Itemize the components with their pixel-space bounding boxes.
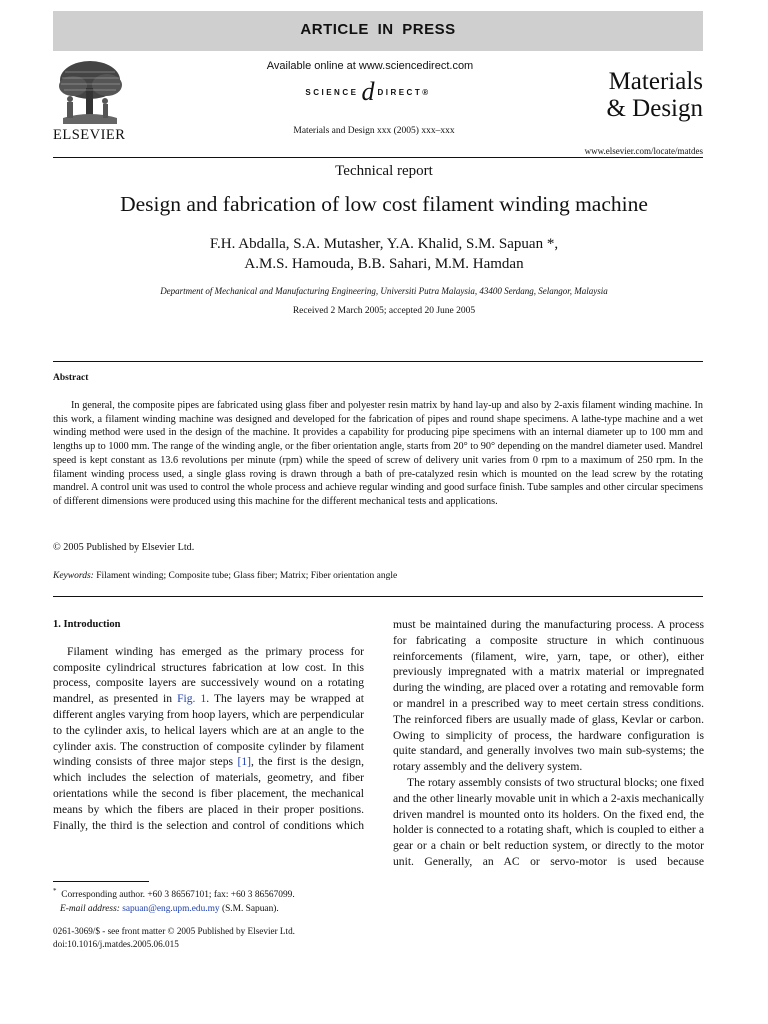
- intro-text-a: Filament winding has emerged as the primary process for composite cylindrical structures fabrication at low cost. In this process, composite layers are successively wound on a rotating mandrel, as presented in: [53, 644, 364, 706]
- author-list: [134, 234, 634, 274]
- abstract-body: In general, the composite pipes are fabricated using glass fiber and polyester resin matrix by hand lay-up and also by 2-axis filament winding machine. In this work, a filament winding machine was designed and developed for the fabrication of pipes and round shape specimens. A lathe-type machine and a wet winding method were used in the design of the machine. It provides a capability for producing pipe specimens with an internal diameter up to 100 mm and lengths up to 1000 mm. The range of the winding angle, or the fiber orientation angle, starts from 20° to 90° depending on the mandrel diameter used. Mandrel speed is kept constant as 13.6 revolutions per minute (rpm) while the speed of screw of delivery unit varies from 0 rpm to a maximum of 250 rpm. In the filament winding process used, a single glass roving is drawn through a bath of pre-catalyzed resin which is mounted on the lead screw by the rotating mandrel. A control unit was used to control the whole process and achieve regular winding and good surface finish. Tube samples and other circular specimens of different dimensions were produced using this machine for the different mechanical tests and applications.: [53, 400, 703, 507]
- abstract-copyright: © 2005 Published by Elsevier Ltd.: [53, 542, 195, 553]
- available-online-text: Available online at www.sciencedirect.com: [266, 60, 474, 72]
- header-divider: [53, 157, 703, 158]
- authors-line-2: A.M.S. Hamouda, B.B. Sahari, M.M. Hamdan: [244, 256, 524, 272]
- sd-mark-icon: d: [361, 77, 375, 106]
- figure-link[interactable]: Fig. 1: [177, 692, 207, 706]
- intro-text-b: . The layers may be wrapped at different angles varying from hoop layers, which are perpendicular to the cylinder axis, to helical layers which are at an angle to the cylinder axis. The construction of composite cylinder by filament winding consists of three major steps: [53, 692, 364, 769]
- email-link[interactable]: sapuan@eng.upm.edu.my: [122, 904, 220, 915]
- right-column: [393, 617, 704, 870]
- keywords: [53, 571, 397, 581]
- journal-title-line-1: Materials: [608, 68, 703, 95]
- left-column: [53, 617, 364, 833]
- corresponding-author-note: [53, 884, 373, 902]
- keywords-text: Filament winding; Composite tube; Glass fiber; Matrix; Fiber orientation angle: [96, 571, 398, 581]
- authors-line-1: F.H. Abdalla, S.A. Mutasher, Y.A. Khalid, S.M. Sapuan *,: [209, 236, 559, 252]
- reference-link[interactable]: [1]: [237, 755, 251, 769]
- doi-line[interactable]: doi:10.1016/j.matdes.2005.06.015: [53, 939, 179, 949]
- journal-url[interactable]: www.elsevier.com/locate/matdes: [584, 146, 703, 156]
- footnote: [53, 884, 373, 916]
- abstract-top-divider: [53, 361, 703, 362]
- sciencedirect-logo: [268, 79, 468, 105]
- section-heading-introduction: 1. Introduction: [53, 619, 121, 630]
- front-matter: [53, 925, 295, 951]
- elsevier-tree-icon: [53, 58, 127, 126]
- issn-line: 0261-3069/$ - see front matter © 2005 Published by Elsevier Ltd.: [53, 926, 295, 936]
- journal-citation-line: Materials and Design xxx (2005) xxx–xxx: [293, 126, 455, 136]
- email-owner: (S.M. Sapuan).: [221, 904, 279, 915]
- footnote-divider: [53, 881, 149, 882]
- publisher-name: ELSEVIER: [53, 127, 126, 143]
- intro-paragraph-2: must be maintained during the manufacturing process. A process for fabricating a composite structure in which continuous reinforcements (filament, wire, yarn, tape, or other), either previously impregnated with a matrix material or impregnated during the winding, are placed over a rotating and removable form or mandrel in a prescribed way to meet certain stress conditions. The reinforced fibers are usually made of glass, Kevlar or carbon. Owing to simplicity of process, the hardware configuration is quite standard, and generally involves two main sub-systems; the rotary assembly and the delivery system.: [393, 618, 704, 774]
- keywords-label: Keywords:: [53, 571, 94, 581]
- received-dates: Received 2 March 2005; accepted 20 June 2005: [292, 306, 476, 316]
- keywords-divider: [53, 596, 703, 597]
- abstract-heading: Abstract: [53, 373, 89, 383]
- report-type: Technical report: [335, 163, 433, 179]
- journal-title-line-2: & Design: [606, 95, 703, 122]
- article-in-press-banner: ARTICLE IN PRESS: [53, 11, 703, 51]
- email-label: E-mail address:: [60, 904, 120, 915]
- sd-left: SCIENCE: [305, 87, 359, 97]
- intro-paragraph-1: [53, 644, 364, 834]
- affiliation: Department of Mechanical and Manufacturing Engineering, Universiti Putra Malaysia, 43400 Serdang, Selangor, Malaysia: [160, 286, 608, 296]
- intro-text-c: , the first is the design, which includes the selection of materials, geometry, and fiber orientations while the second is fiber placement, the mechanical means by which the fibers are placed in their proper positions. Finally, the third is the selection and control of conditions which: [53, 755, 365, 832]
- email-line: [53, 902, 373, 916]
- sd-right: DIRECT®: [377, 87, 431, 97]
- intro-paragraph-3: The rotary assembly consists of two structural blocks; one fixed and the other linearly movable unit in which a 2-axis mechanically driven mandrel is mounted onto its holders. On the fixed end, the holder is connected to a rotating shaft, which is coupled to either a gear or a chain or belt reduction system, or directly to the motor unit. Generally, an AC or servo-motor is used because: [393, 775, 704, 868]
- corresponding-text: Corresponding author. +60 3 86567101; fax: +60 3 86567099.: [61, 890, 295, 901]
- journal-title: [560, 68, 703, 122]
- footnote-mark: *: [53, 887, 57, 895]
- paper-title: Design and fabrication of low cost filament winding machine: [120, 192, 648, 216]
